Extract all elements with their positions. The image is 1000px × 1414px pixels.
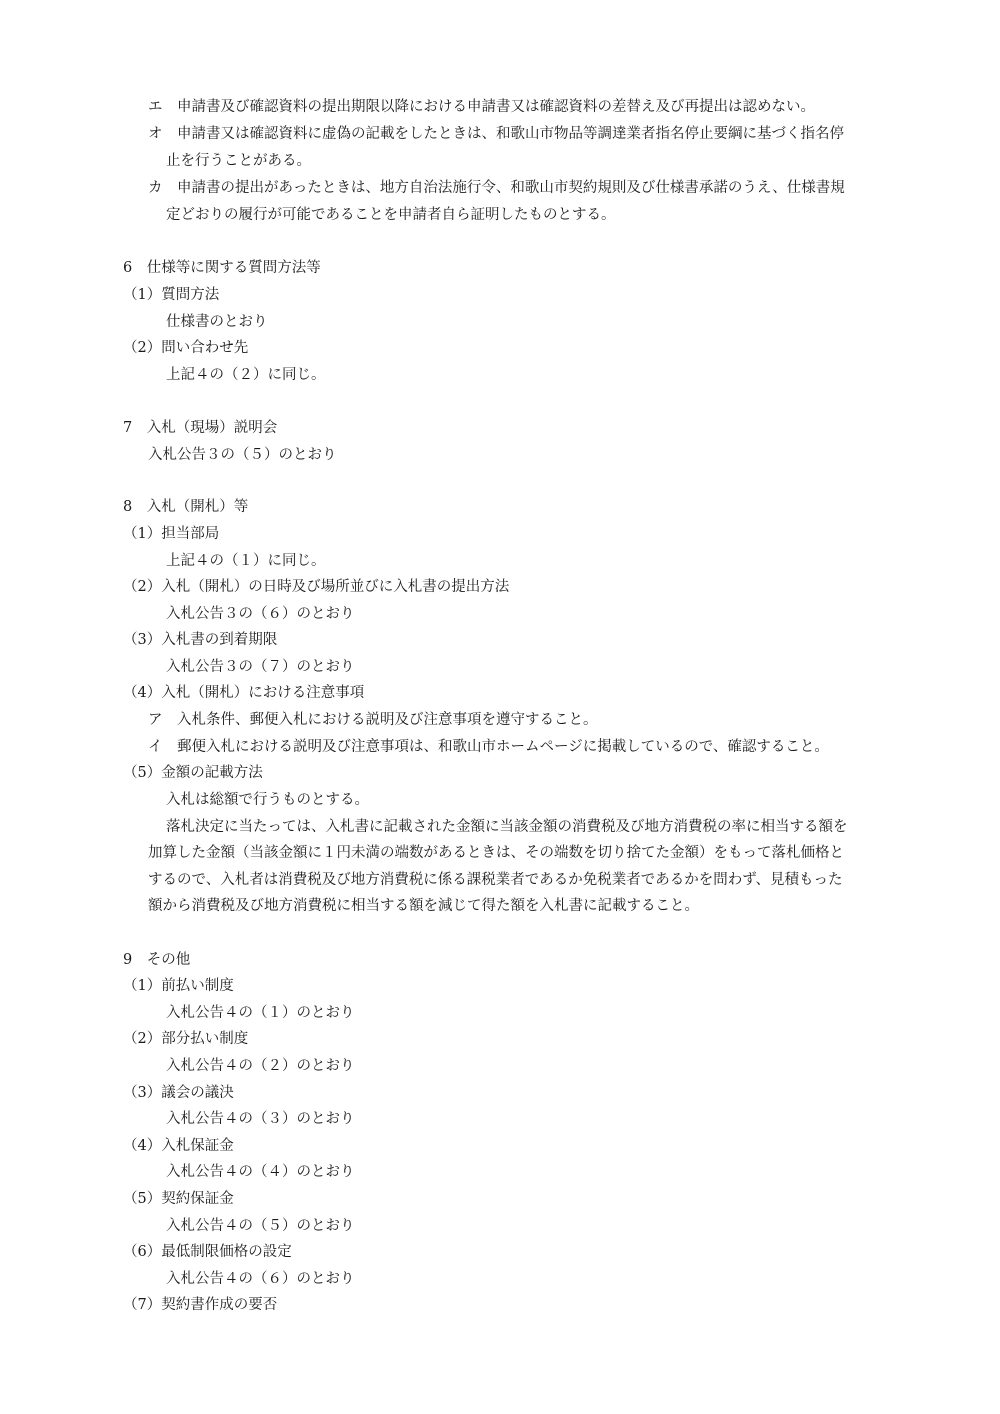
s8-item2-text: 入札公告３の（６）のとおり [166, 606, 355, 622]
s9-item5-text: 入札公告４の（５）のとおり [166, 1218, 355, 1234]
s9-item3-label: （3）議会の議決 [123, 1085, 234, 1101]
s8-item5-p2-line4: 額から消費税及び地方消費税に相当する額を減じて得た額を入札書に記載すること。 [148, 898, 699, 914]
s6-item2-label: （2）問い合わせ先 [123, 340, 249, 356]
s8-item4-a: ア 入札条件、郵便入札における説明及び注意事項を遵守すること。 [148, 712, 598, 728]
s8-item5-label: （5）金額の記載方法 [123, 765, 263, 781]
s9-item6-label: （6）最低制限価格の設定 [123, 1244, 292, 1260]
s8-item1-text: 上記４の（１）に同じ。 [166, 553, 326, 569]
s9-item2-text: 入札公告４の（２）のとおり [166, 1058, 355, 1074]
s6-item1-label: （1）質問方法 [123, 287, 220, 303]
s9-item4-text: 入札公告４の（４）のとおり [166, 1164, 355, 1180]
s8-item5-p2-line3: するので、入札者は消費税及び地方消費税に係る課税業者であるか免税業者であるかを問わず、見積もった [148, 872, 843, 888]
section-6-heading: 6 仕様等に関する質問方法等 [123, 260, 321, 276]
s6-item1-text: 仕様書のとおり [166, 314, 268, 330]
item-e: エ 申請書及び確認資料の提出期限以降における申請書又は確認資料の差替え及び再提出は認めない。 [148, 99, 815, 115]
section-8-heading: 8 入札（開札）等 [123, 499, 249, 515]
s8-item5-p2-line2: 加算した金額（当該金額に１円未満の端数があるときは、その端数を切り捨てた金額）をもって落札価格と [148, 845, 844, 861]
s8-item5-p1: 入札は総額で行うものとする。 [166, 792, 369, 808]
s8-item2-label: （2）入札（開札）の日時及び場所並びに入札書の提出方法 [123, 579, 510, 595]
s9-item5-label: （5）契約保証金 [123, 1191, 234, 1207]
s9-item7-label: （7）契約書作成の要否 [123, 1297, 278, 1313]
item-o-line2: 止を行うことがある。 [166, 153, 311, 169]
s9-item6-text: 入札公告４の（６）のとおり [166, 1271, 355, 1287]
s6-item2-text: 上記４の（２）に同じ。 [166, 367, 326, 383]
s8-item3-label: （3）入札書の到着期限 [123, 632, 278, 648]
item-o-line1: オ 申請書又は確認資料に虚偽の記載をしたときは、和歌山市物品等調達業者指名停止要綱に基づく指名停 [148, 126, 844, 142]
s8-item4-label: （4）入札（開札）における注意事項 [123, 685, 365, 701]
item-ka-line1: カ 申請書の提出があったときは、地方自治法施行令、和歌山市契約規則及び仕様書承諾のうえ、仕様書規 [148, 180, 845, 196]
s7-text: 入札公告３の（５）のとおり [148, 447, 337, 463]
s8-item4-i: イ 郵便入札における説明及び注意事項は、和歌山市ホームページに掲載しているので、確認すること。 [148, 739, 829, 755]
s9-item2-label: （2）部分払い制度 [123, 1031, 249, 1047]
s8-item1-label: （1）担当部局 [123, 526, 220, 542]
s8-item3-text: 入札公告３の（７）のとおり [166, 659, 355, 675]
s9-item4-label: （4）入札保証金 [123, 1138, 234, 1154]
item-ka-line2: 定どおりの履行が可能であることを申請者自ら証明したものとする。 [166, 207, 616, 223]
section-7-heading: 7 入札（現場）説明会 [123, 420, 278, 436]
section-9-heading: 9 その他 [123, 952, 191, 968]
s9-item1-label: （1）前払い制度 [123, 978, 234, 994]
s9-item3-text: 入札公告４の（３）のとおり [166, 1111, 355, 1127]
s8-item5-p2-line1: 落札決定に当たっては、入札書に記載された金額に当該金額の消費税及び地方消費税の率に相当する額を [166, 819, 848, 835]
s9-item1-text: 入札公告４の（１）のとおり [166, 1005, 355, 1021]
